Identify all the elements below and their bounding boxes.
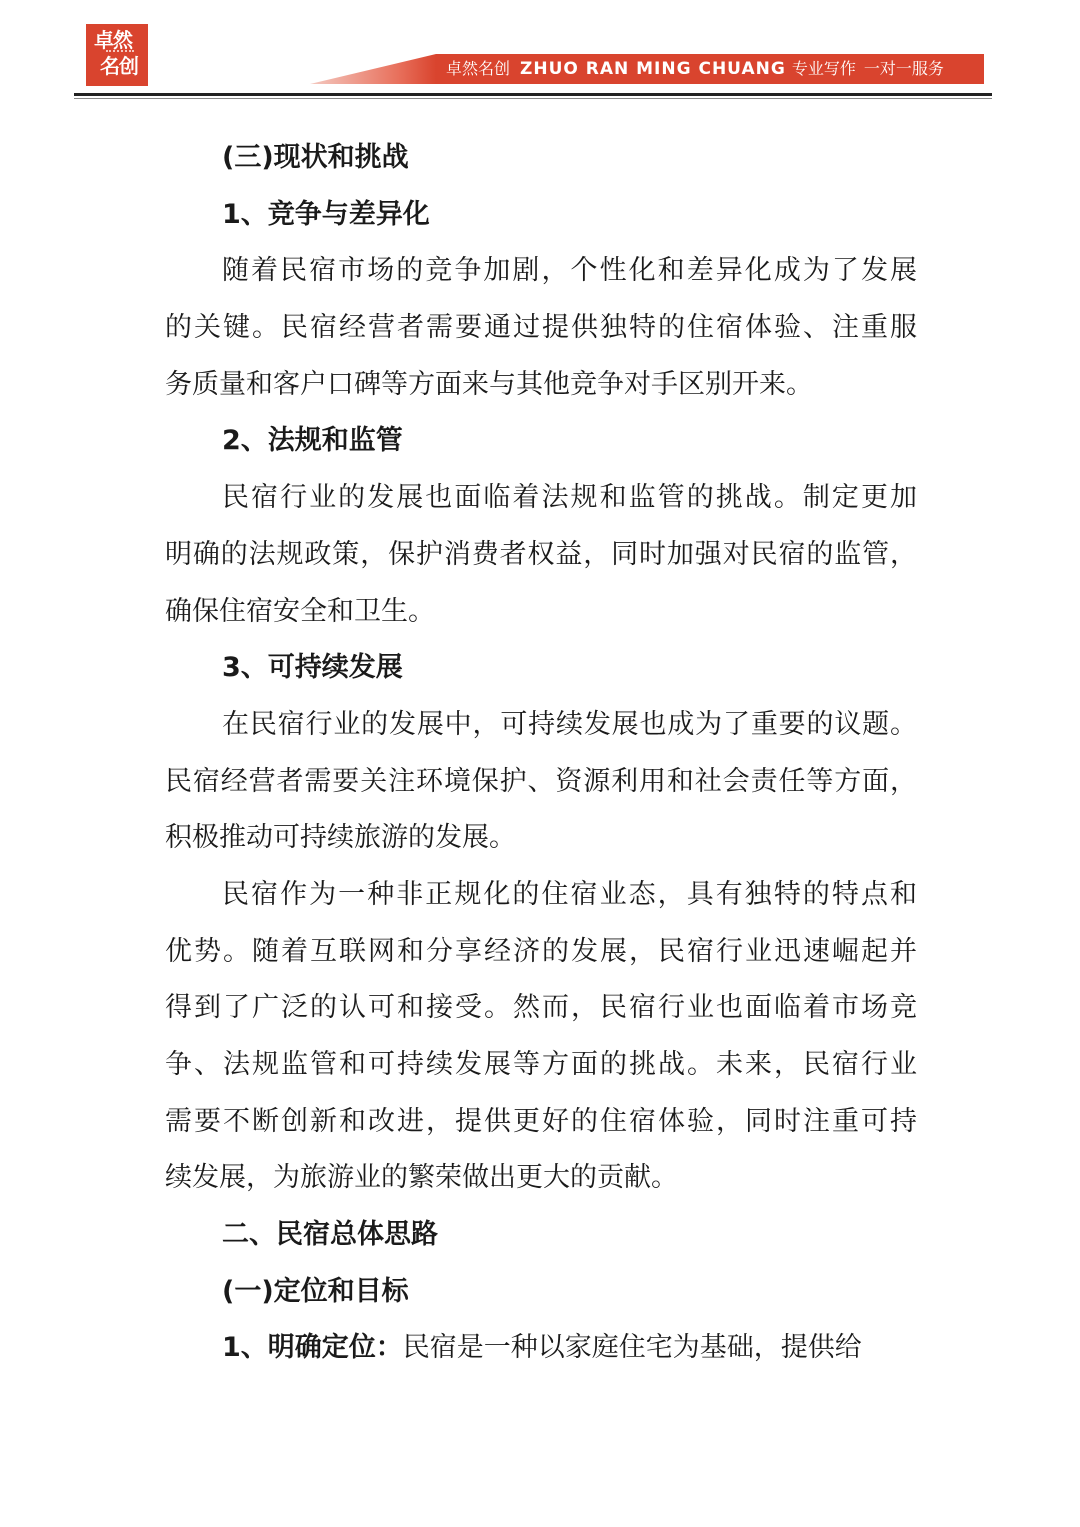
paragraph-line: 争、法规监管和可持续发展等方面的挑战。未来，民宿行业	[165, 1049, 917, 1080]
brand-service: 一对一服务	[863, 59, 944, 78]
paragraph-line: 随着民宿市场的竞争加剧，个性化和差异化成为了发展	[222, 255, 917, 287]
brand-tagline: 专业写作	[791, 59, 856, 78]
paragraph-line: 民宿行业的发展也面临着法规和监管的挑战。制定更加	[222, 482, 917, 514]
paragraph-line: 续发展，为旅游业的繁荣做出更大的贡献。	[165, 1162, 678, 1194]
logo-text-bottom: 名创	[100, 54, 138, 78]
heading-regulation: 2、法规和监管	[222, 425, 403, 457]
paragraph-line: 的关键。民宿经营者需要通过提供独特的住宿体验、注重服	[165, 312, 917, 344]
paragraph-line: 得到了广泛的认可和接受。然而，民宿行业也面临着市场竞	[165, 992, 917, 1024]
brand-logo	[86, 24, 148, 86]
positioning-paragraph	[165, 1320, 917, 1377]
paragraph-line: 务质量和客户口碑等方面来与其他竞争对手区别开来。	[165, 368, 813, 400]
heading-overall-approach: 二、民宿总体思路	[222, 1219, 438, 1251]
paragraph-line: 需要不断创新和改进，提供更好的住宿体验，同时注重可持	[165, 1105, 917, 1137]
document-body	[165, 130, 917, 1377]
logo-text-top: 卓然	[94, 28, 132, 52]
header-rule	[74, 93, 992, 96]
heading-sustainability: 3、可持续发展	[222, 652, 403, 684]
heading-positioning-goals: (一)定位和目标	[222, 1275, 409, 1307]
paragraph-line: 民宿作为一种非正规化的住宿业态，具有独特的特点和	[222, 878, 917, 910]
paragraph-line: 民宿经营者需要关注环境保护、资源利用和社会责任等方面，	[165, 765, 917, 797]
header-banner	[436, 54, 984, 84]
header-rule-thin	[74, 98, 992, 99]
brand-name-cn: 卓然名创	[446, 59, 511, 78]
paragraph-line: 积极推动可持续旅游的发展。	[165, 822, 516, 854]
positioning-lead: 1、明确定位：	[222, 1332, 403, 1364]
heading-competition: 1、竞争与差异化	[222, 198, 430, 230]
brand-name-en: ZHUO RAN MING CHUANG	[520, 59, 786, 79]
paragraph-line: 在民宿行业的发展中，可持续发展也成为了重要的议题。	[222, 708, 917, 740]
positioning-text: 民宿是一种以家庭住宅为基础，提供给	[402, 1332, 862, 1364]
heading-status-challenges: (三)现状和挑战	[222, 142, 409, 173]
header-banner-wedge	[310, 54, 436, 84]
paragraph-line: 优势。随着互联网和分享经济的发展，民宿行业迅速崛起并	[165, 935, 917, 967]
paragraph-line: 确保住宿安全和卫生。	[165, 595, 435, 627]
paragraph-line: 明确的法规政策，保护消费者权益，同时加强对民宿的监管，	[165, 538, 917, 570]
